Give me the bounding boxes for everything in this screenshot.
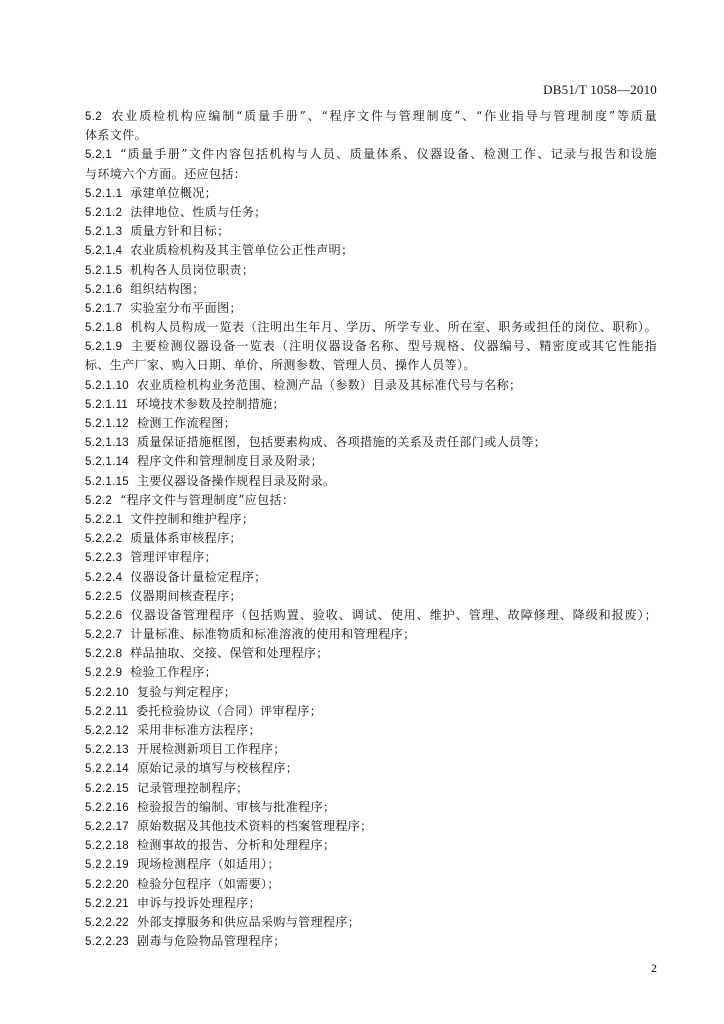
clause-line (85, 644, 657, 663)
clause-text: 计量标准、标准物质和标准溶液的使用和管理程序； (130, 627, 416, 642)
clause-line (85, 241, 657, 260)
clause-number: 5.2.2.16 (85, 801, 129, 814)
clause-text: 检验分包程序（如需要）； (136, 876, 280, 891)
clause-text: 机构各人员岗位职责； (130, 262, 255, 277)
clause-number: 5.2.2.22 (85, 916, 129, 929)
clause-text: “程序文件与管理制度”应包括： (120, 492, 295, 507)
clause-number: 5.2.2.2 (85, 533, 123, 546)
clause-number: 5.2.1.9 (85, 341, 123, 354)
clause-text: 管理评审程序； (130, 550, 218, 565)
clause-text: 承建单位概况； (130, 185, 218, 200)
clause-text: 农业质检机构及其主管单位公正性声明； (130, 243, 354, 258)
clause-number: 5.2.1.2 (85, 206, 123, 219)
clause-line (85, 376, 657, 395)
clause-number: 5.2.1 (85, 149, 113, 162)
clause-line (85, 318, 657, 337)
clause-number: 5.2.2.11 (85, 705, 129, 718)
clause-number: 5.2.2.8 (85, 648, 123, 661)
clause-number: 5.2.1.1 (85, 187, 123, 200)
clause-number: 5.2.2.17 (85, 820, 129, 833)
clause-line (85, 798, 657, 817)
clause-text: 环境技术参数及控制措施； (136, 396, 285, 411)
clause-text: 机构人员构成一览表（注明出生年月、学历、所学专业、所在室、职务或担任的岗位、职称）。 (130, 320, 657, 335)
clause-number: 5.2.1.7 (85, 302, 123, 315)
clause-continuation-line (85, 356, 657, 375)
clause-number: 5.2.2.3 (85, 552, 123, 565)
clause-number: 5.2.2.1 (85, 513, 123, 526)
clause-number: 5.2.1.4 (85, 245, 123, 258)
clause-line (85, 299, 657, 318)
clause-number: 5.2.1.3 (85, 226, 123, 239)
clause-line (85, 280, 657, 299)
clause-text: 与环境六个方面。还应包括： (85, 166, 247, 181)
clause-number: 5.2.2.7 (85, 629, 123, 642)
clause-text: 现场检测程序（如适用）； (136, 857, 280, 872)
clause-text: 质量保证措施框图，包括要素构成、各项措施的关系及责任部门或人员等； (136, 435, 547, 450)
clause-text: 法律地位、性质与任务； (130, 204, 267, 219)
clause-text: 原始记录的填写与校核程序； (136, 761, 299, 776)
clause-number: 5.2.1.10 (85, 379, 129, 392)
clause-line (85, 337, 657, 356)
clause-text: 体系文件。 (85, 128, 148, 143)
clause-text: 检验报告的编制、审核与批准程序； (136, 799, 336, 814)
clause-line (85, 472, 657, 491)
clause-text: 仪器设备计量检定程序； (130, 569, 267, 584)
clause-number: 5.2.1.5 (85, 264, 123, 277)
clause-line (85, 568, 657, 587)
clause-line (85, 721, 657, 740)
clause-text: 剧毒与危险物品管理程序； (136, 934, 286, 949)
clause-line (85, 683, 657, 702)
clause-number: 5.2.2.23 (85, 936, 129, 949)
clause-text: 文件控制和维护程序； (130, 511, 255, 526)
clause-number: 5.2.2.12 (85, 725, 129, 737)
clause-text: 样品抽取、交接、保管和处理程序； (130, 646, 329, 661)
clause-number: 5.2.2.19 (85, 859, 129, 872)
page-number: 2 (651, 961, 657, 975)
clause-text: 申诉与投诉处理程序； (136, 895, 261, 910)
clause-text: 原始数据及其他技术资料的档案管理程序； (136, 818, 373, 833)
clause-number: 5.2.2.4 (85, 571, 123, 584)
clause-continuation-line (85, 165, 657, 184)
clause-number: 5.2.2.10 (85, 686, 129, 699)
clause-line (85, 932, 657, 951)
clause-text: 检测事故的报告、分析和处理程序； (136, 838, 336, 853)
clause-line (85, 913, 657, 932)
clause-text: 开展检测新项目工作程序； (136, 742, 286, 757)
clause-text: 采用非标准方法程序； (136, 723, 261, 737)
document-body (85, 107, 657, 951)
clause-line (85, 529, 657, 548)
clause-line (85, 452, 657, 471)
clause-text: 质量方针和目标； (130, 224, 230, 239)
clause-line (85, 855, 657, 874)
clause-number: 5.2.2 (85, 494, 113, 507)
clause-number: 5.2.2.6 (85, 609, 123, 622)
clause-text: 标、生产厂家、购入日期、单价、所测参数、管理人员、操作人员等）。 (85, 358, 476, 373)
clause-text: 检验工作程序； (130, 665, 218, 680)
clause-continuation-line (85, 126, 657, 145)
clause-line (85, 107, 657, 126)
clause-line (85, 433, 657, 452)
clause-number: 5.2.2.9 (85, 667, 123, 680)
clause-number: 5.2.1.14 (85, 456, 129, 469)
clause-line (85, 145, 657, 164)
clause-line (85, 184, 657, 203)
clause-text: 主要检测仪器设备一览表（注明仪器设备名称、型号规格、仪器编号、精密度或其它性能指 (130, 339, 657, 354)
clause-text: 仪器期间核查程序； (130, 588, 242, 603)
clause-number: 5.2.1.15 (85, 475, 129, 488)
clause-line (85, 740, 657, 759)
clause-text: 外部支撑服务和供应品采购与管理程序； (136, 914, 361, 929)
clause-number: 5.2.1.12 (85, 418, 129, 430)
clause-text: 组织结构图； (130, 281, 205, 296)
clause-line (85, 817, 657, 836)
clause-line (85, 222, 657, 241)
clause-text: 委托检验协议（合同）评审程序； (136, 703, 323, 718)
clause-number: 5.2.1.8 (85, 322, 123, 335)
clause-text: 仪器设备管理程序（包括购置、验收、调试、使用、维护、管理、故障修理、降级和报废）； (130, 607, 657, 622)
clause-number: 5.2 (85, 111, 102, 123)
clause-line (85, 548, 657, 567)
clause-number: 5.2.1.11 (85, 398, 129, 411)
clause-line (85, 261, 657, 280)
clause-line (85, 779, 657, 798)
clause-line (85, 894, 657, 913)
clause-line (85, 587, 657, 606)
clause-number: 5.2.1.6 (85, 283, 123, 296)
clause-number: 5.2.2.18 (85, 840, 129, 853)
clause-text: 实验室分布平面图； (130, 300, 242, 315)
clause-text: 农业质检机构业务范围、检测产品（参数）目录及其标准代号与名称； (136, 377, 522, 392)
clause-text: 主要仪器设备操作规程目录及附录。 (136, 473, 336, 488)
clause-line (85, 491, 657, 510)
clause-line (85, 414, 657, 433)
clause-number: 5.2.1.13 (85, 437, 129, 450)
clause-line (85, 203, 657, 222)
clause-text: 质量体系审核程序； (130, 531, 242, 546)
clause-number: 5.2.2.5 (85, 590, 123, 603)
clause-number: 5.2.2.15 (85, 782, 129, 795)
clause-line (85, 759, 657, 778)
document-header-code: DB51/T 1058—2010 (543, 82, 657, 97)
clause-line (85, 606, 657, 625)
clause-line (85, 875, 657, 894)
clause-text: 复验与判定程序； (136, 684, 237, 699)
clause-number: 5.2.2.20 (85, 878, 129, 891)
clause-number: 5.2.2.14 (85, 763, 129, 776)
clause-line (85, 836, 657, 855)
clause-line (85, 625, 657, 644)
clause-text: 程序文件和管理制度目录及附录； (136, 454, 323, 469)
clause-line (85, 395, 657, 414)
clause-number: 5.2.2.13 (85, 744, 129, 757)
clause-line (85, 510, 657, 529)
clause-text: 农业质检机构应编制“质量手册”、“程序文件与管理制度”、“作业指导与管理制度”等质量 (109, 109, 657, 123)
clause-line (85, 663, 657, 682)
clause-line (85, 702, 657, 721)
clause-text: 检测工作流程图； (136, 416, 237, 430)
clause-text: “质量手册”文件内容包括机构与人员、质量体系、仪器设备、检测工作、记录与报告和设施 (120, 147, 657, 162)
clause-number: 5.2.2.21 (85, 897, 129, 910)
clause-text: 记录管理控制程序； (136, 780, 249, 795)
